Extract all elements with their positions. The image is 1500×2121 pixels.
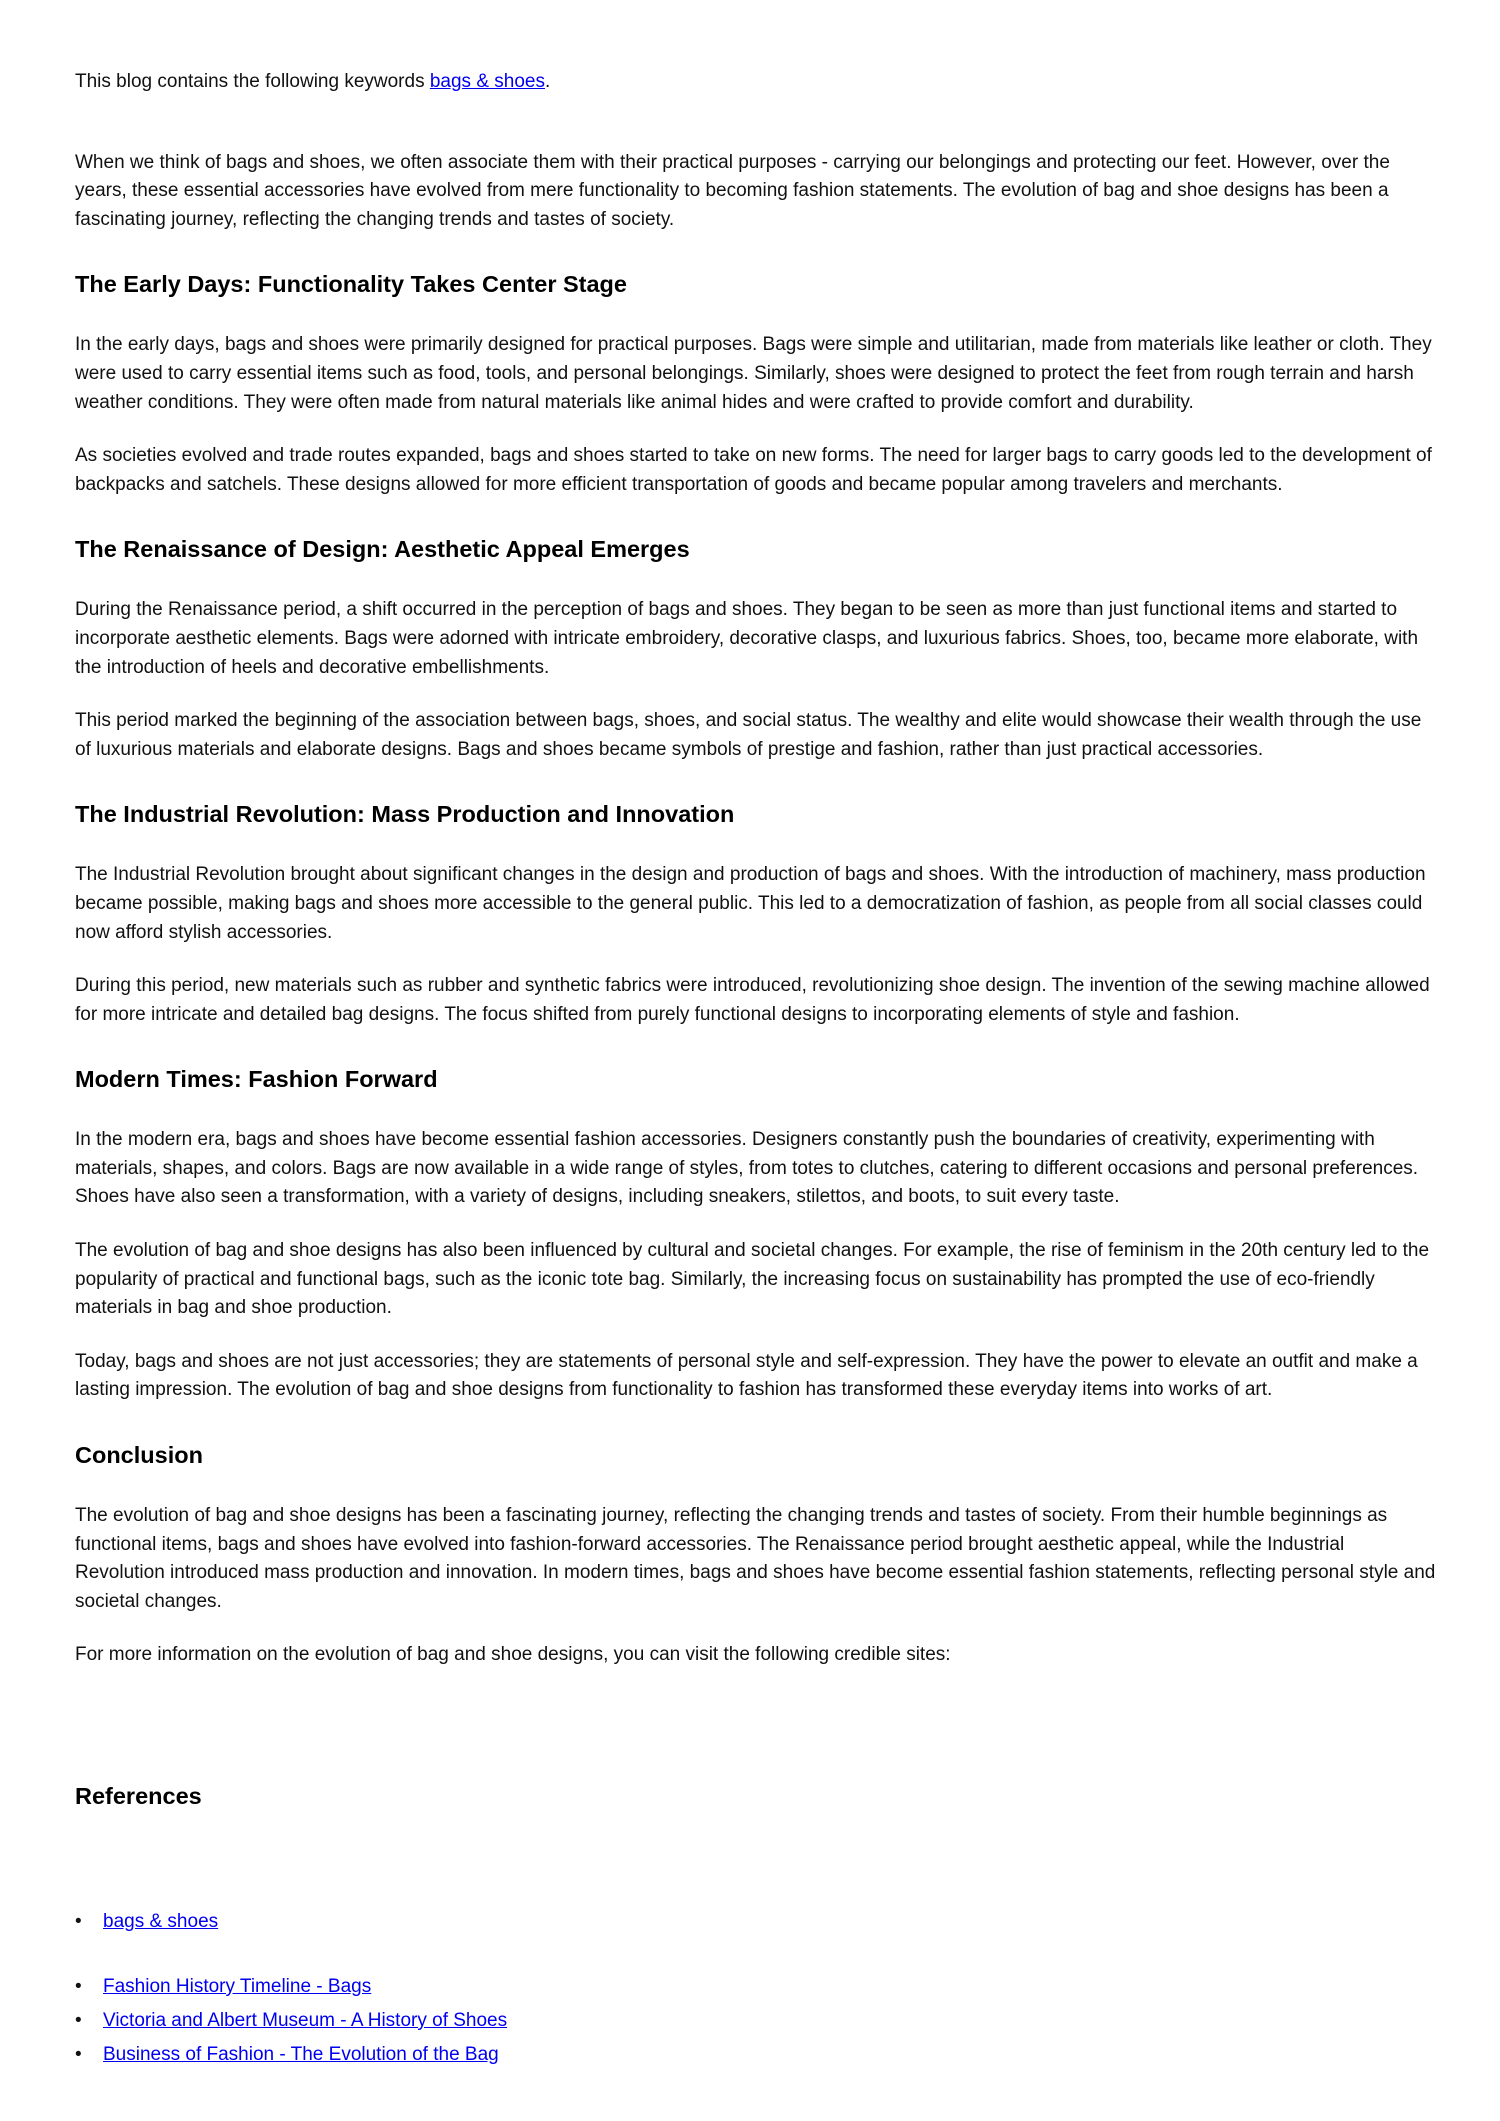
section-heading: The Industrial Revolution: Mass Production and Innovation bbox=[75, 801, 735, 828]
paragraph: When we think of bags and shoes, we often associate them with their practical purposes - carrying our belongings and protecting our feet. However, over the years, these essential accessories have evolved from mere functionality to becoming fashion statements. The evolution of bag and shoe designs has been a fascinating journey, reflecting the changing trends and tastes of society. bbox=[75, 151, 1390, 230]
section-heading: Conclusion bbox=[75, 1442, 203, 1469]
reference-link[interactable]: Victoria and Albert Museum - A History of Shoes bbox=[103, 2010, 508, 2031]
paragraph: Today, bags and shoes are not just accessories; they are statements of personal style and self-expression. They have the power to elevate an outfit and make a lasting impression. The evolution of bag and shoe designs from functionality to fashion has transformed these everyday items into works of art. bbox=[75, 1350, 1418, 1401]
paragraph: The evolution of bag and shoe designs has also been influenced by cultural and societal changes. For example, the rise of feminism in the 20th century led to the popularity of practical and functional bags, such as the iconic tote bag. Similarly, the increasing focus on sustainability has prompted the use of eco-friendly materials in bag and shoe production. bbox=[75, 1240, 1430, 1319]
section-heading: The Renaissance of Design: Aesthetic Appeal Emerges bbox=[75, 536, 690, 563]
list-item bbox=[75, 1973, 1436, 2001]
list-item bbox=[75, 2007, 1436, 2035]
article-body bbox=[75, 149, 1436, 1670]
keyword-link-bags-shoes[interactable]: bags & shoes bbox=[429, 71, 545, 92]
paragraph: In the early days, bags and shoes were primarily designed for practical purposes. Bags were simple and utilitarian, made from materials like leather or cloth. They were used to carry essential items such as food, tools, and personal belongings. Similarly, shoes were designed to protect the feet from rough terrain and harsh weather conditions. They were often made from natural materials like animal hides and were crafted to provide comfort and durability. bbox=[75, 334, 1432, 413]
reference-link[interactable]: Business of Fashion - The Evolution of the Bag bbox=[103, 2044, 499, 2065]
paragraph: During this period, new materials such as rubber and synthetic fabrics were introduced, revolutionizing shoe design. The invention of the sewing machine allowed for more intricate and detailed bag designs. The focus shifted from purely functional designs to incorporating elements of style and fashion. bbox=[75, 975, 1430, 1025]
section-heading: The Early Days: Functionality Takes Center Stage bbox=[75, 271, 627, 298]
keywords-line: This blog contains the following keywords bags & shoes. bbox=[75, 71, 551, 92]
list-item bbox=[75, 2041, 1436, 2069]
list-item bbox=[75, 1908, 1436, 1936]
paragraph: This period marked the beginning of the association between bags, shoes, and social status. The wealthy and elite would showcase their wealth through the use of luxurious materials and elaborate designs. Bags and shoes became symbols of prestige and fashion, rather than just practical accessories. bbox=[75, 710, 1422, 760]
references-heading: References bbox=[75, 1783, 202, 1809]
section-heading: Modern Times: Fashion Forward bbox=[75, 1066, 438, 1093]
paragraph: In the modern era, bags and shoes have become essential fashion accessories. Designers constantly push the boundaries of creativity, experimenting with materials, shapes, and colors. Bags are now available in a wide range of styles, from totes to clutches, catering to different occasions and personal preferences. Shoes have also seen a transformation, with a variety of designs, including sneakers, stilettos, and boots, to suit every taste. bbox=[75, 1129, 1419, 1208]
paragraph: The Industrial Revolution brought about significant changes in the design and production of bags and shoes. With the introduction of machinery, mass production became possible, making bags and shoes more accessible to the general public. This led to a democratization of fashion, as people from all social classes could now afford stylish accessories. bbox=[75, 864, 1426, 943]
reference-links-list bbox=[75, 1973, 1436, 2069]
paragraph: During the Renaissance period, a shift occurred in the perception of bags and shoes. They began to be seen as more than just functional items and started to incorporate aesthetic elements. Bags were adorned with intricate embroidery, decorative clasps, and luxurious fabrics. Shoes, too, became more elaborate, with the introduction of heels and decorative embellishments. bbox=[75, 599, 1419, 678]
reference-link[interactable]: bags & shoes bbox=[103, 1911, 219, 1932]
paragraph: As societies evolved and trade routes expanded, bags and shoes started to take on new forms. The need for larger bags to carry goods led to the development of backpacks and satchels. These designs allowed for more efficient transportation of goods and became popular among travelers and merchants. bbox=[75, 445, 1432, 495]
paragraph: The evolution of bag and shoe designs has been a fascinating journey, reflecting the changing trends and tastes of society. From their humble beginnings as functional items, bags and shoes have evolved into fashion-forward accessories. The Renaissance period brought aesthetic appeal, while the Industrial Revolution introduced mass production and innovation. In modern times, bags and shoes have become essential fashion statements, reflecting personal style and societal changes. bbox=[75, 1505, 1436, 1612]
paragraph: For more information on the evolution of bag and shoe designs, you can visit the following credible sites: bbox=[75, 1644, 951, 1666]
keyword-links-list bbox=[75, 1908, 1436, 1936]
reference-link[interactable]: Fashion History Timeline - Bags bbox=[103, 1976, 372, 1997]
